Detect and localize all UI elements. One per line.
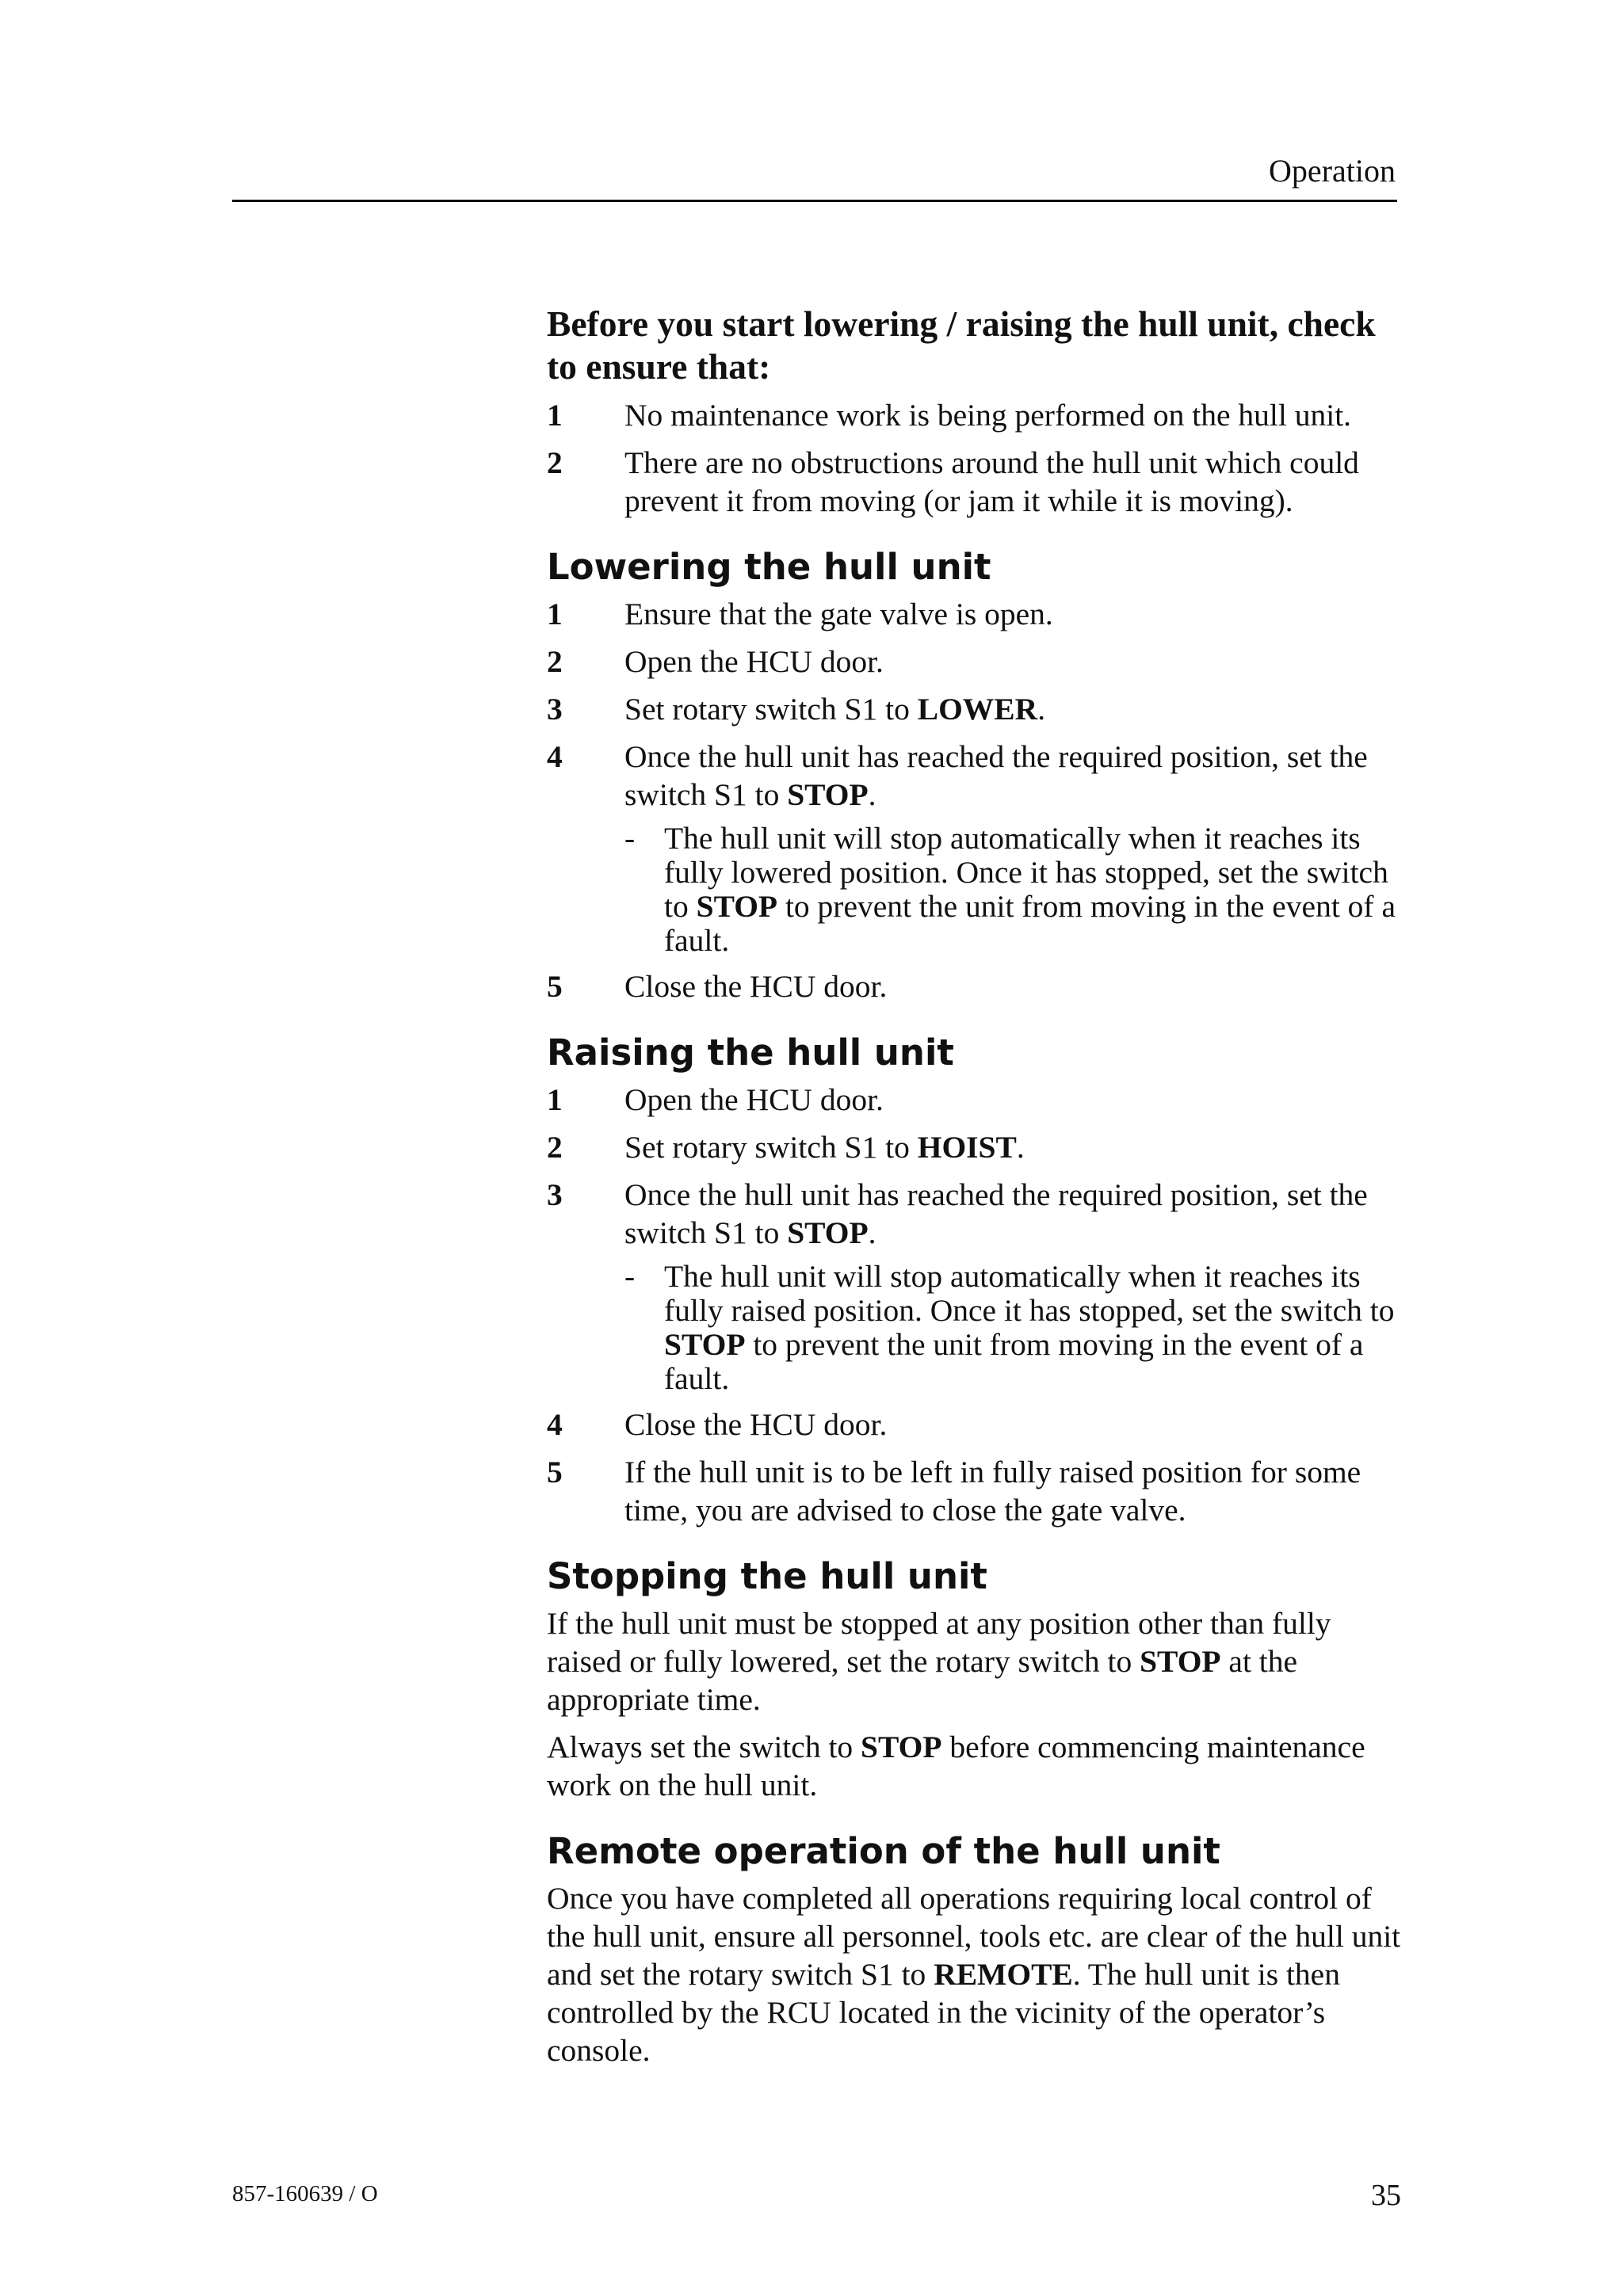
- step-text: No maintenance work is being performed on the hull unit.: [624, 398, 1352, 433]
- switch-position-stop: STOP: [1140, 1644, 1221, 1679]
- intro-step-1: [547, 396, 1403, 434]
- lowering-step-4: [547, 738, 1403, 958]
- raising-step-1: [547, 1081, 1403, 1119]
- switch-position-lower: LOWER: [917, 692, 1038, 727]
- page-number: 35: [1371, 2179, 1401, 2212]
- switch-position-stop: STOP: [861, 1730, 942, 1764]
- raising-step-3: [547, 1176, 1403, 1396]
- dash-marker: -: [624, 1259, 636, 1294]
- step-text: Open the HCU door.: [624, 1082, 884, 1117]
- stopping-paragraph-1: If the hull unit must be stopped at any position other than fully raised or fully lowered, set the rotary switch to STOP at the appropriate time.: [547, 1606, 1331, 1717]
- lowering-step-5: [547, 967, 1403, 1005]
- raising-step-2: [547, 1128, 1403, 1166]
- lowering-step-2: [547, 643, 1403, 681]
- step-number: 4: [547, 1407, 563, 1442]
- page-content: [547, 303, 1403, 2079]
- switch-position-stop: STOP: [664, 1327, 746, 1362]
- stopping-heading: Stopping the hull unit: [547, 1555, 987, 1597]
- dash-marker: -: [624, 821, 636, 856]
- step-text: Close the HCU door.: [624, 969, 888, 1004]
- step-number: 2: [547, 1130, 563, 1165]
- step-text: Set rotary switch S1 to HOIST.: [624, 1130, 1025, 1165]
- stopping-paragraph-2: Always set the switch to STOP before commencing maintenance work on the hull unit.: [547, 1730, 1365, 1802]
- raising-note: [624, 1260, 1403, 1396]
- step-text: Once the hull unit has reached the required position, set the switch S1 to STOP. - The hull unit will stop automatically when it reaches its fully raised position. Once it has stopped, set the switch to STOP to prevent the unit from moving in the event of a fault.: [624, 1176, 1403, 1396]
- header-rule: [232, 200, 1397, 202]
- document-number: 857-160639 / O: [232, 2181, 378, 2206]
- step-number: 1: [547, 398, 563, 433]
- lowering-step-1: [547, 595, 1403, 633]
- raising-step-5: [547, 1453, 1403, 1529]
- lowering-note: [624, 822, 1403, 958]
- note-text: The hull unit will stop automatically when it reaches its fully raised position. Once it has stopped, set the switch to STOP to prevent the unit from moving in the event of a fault.: [664, 1259, 1395, 1396]
- step-number: 5: [547, 969, 563, 1004]
- step-number: 5: [547, 1455, 563, 1489]
- step-text: Open the HCU door.: [624, 644, 884, 679]
- intro-heading: Before you start lowering / raising the hull unit, check to ensure that:: [547, 303, 1376, 387]
- switch-position-stop: STOP: [696, 889, 778, 924]
- step-number: 4: [547, 739, 563, 774]
- remote-paragraph: Once you have completed all operations requiring local control of the hull unit, ensure all personnel, tools etc. are clear of the hull unit and set the rotary switch S1 to REMOTE. The hull unit is then controlled by the RCU located in the vicinity of the operator’s console.: [547, 1881, 1401, 2068]
- step-text: Close the HCU door.: [624, 1407, 888, 1442]
- lowering-step-3: [547, 690, 1403, 728]
- switch-position-hoist: HOIST: [917, 1130, 1017, 1165]
- step-number: 2: [547, 644, 563, 679]
- switch-position-stop: STOP: [787, 1215, 869, 1250]
- step-text: There are no obstructions around the hull unit which could prevent it from moving (or jam it while it is moving).: [624, 445, 1359, 518]
- step-text: Once the hull unit has reached the required position, set the switch S1 to STOP. - The hull unit will stop automatically when it reaches its fully lowered position. Once it has stopped, set the switch to STOP to prevent the unit from moving in the event of a fault.: [624, 738, 1403, 958]
- step-text: If the hull unit is to be left in fully raised position for some time, you are advised to close the gate valve.: [624, 1455, 1361, 1527]
- switch-position-stop: STOP: [787, 777, 869, 812]
- step-number: 1: [547, 597, 563, 631]
- running-header-title: Operation: [1269, 153, 1396, 189]
- note-text: The hull unit will stop automatically when it reaches its fully lowered position. Once it has stopped, set the switch to STOP to prevent the unit from moving in the event of a fault.: [664, 821, 1396, 958]
- lowering-heading: Lowering the hull unit: [547, 546, 991, 588]
- switch-position-remote: REMOTE: [934, 1957, 1073, 1992]
- step-number: 3: [547, 692, 563, 727]
- step-number: 1: [547, 1082, 563, 1117]
- remote-heading: Remote operation of the hull unit: [547, 1830, 1220, 1872]
- step-number: 3: [547, 1177, 563, 1212]
- raising-heading: Raising the hull unit: [547, 1032, 954, 1074]
- intro-step-2: [547, 444, 1403, 520]
- step-text: Ensure that the gate valve is open.: [624, 597, 1053, 631]
- step-number: 2: [547, 445, 563, 480]
- raising-step-4: [547, 1405, 1403, 1444]
- step-text: Set rotary switch S1 to LOWER.: [624, 692, 1046, 727]
